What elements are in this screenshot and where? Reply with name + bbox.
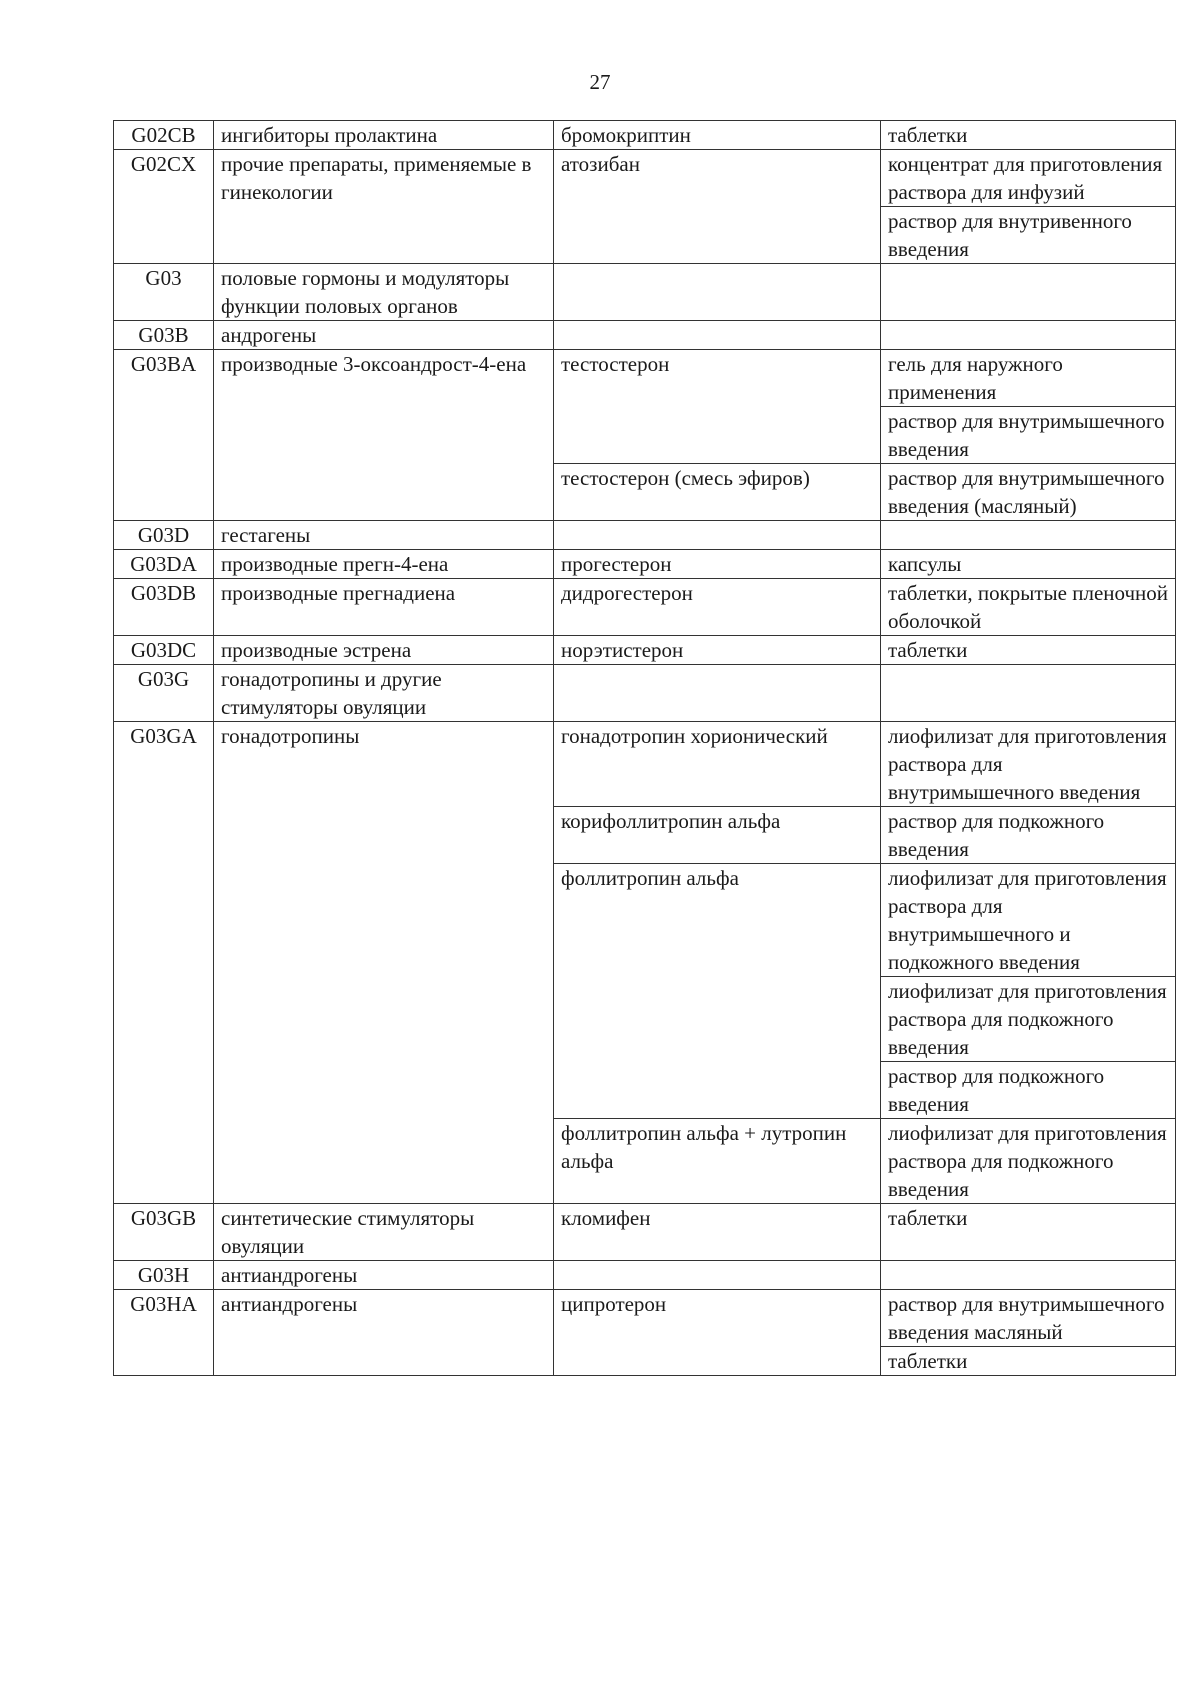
atc-group-name: антиандрогены [214,1290,554,1376]
table-row [114,722,1176,807]
drug-name [554,521,881,550]
dosage-form [881,321,1176,350]
dosage-form [881,521,1176,550]
drug-name [554,665,881,722]
dosage-form: раствор для внутримышечного введения (масляный) [881,464,1176,521]
atc-group-name: антиандрогены [214,1261,554,1290]
atc-code: G03HA [114,1290,214,1376]
dosage-form [881,1261,1176,1290]
table-row [114,579,1176,636]
atc-table-body [114,121,1176,1376]
atc-group-name: гонадотропины [214,722,554,1204]
dosage-form: таблетки [881,121,1176,150]
drug-name: тестостерон (смесь эфиров) [554,464,881,521]
atc-code: G03DC [114,636,214,665]
drug-name [554,1261,881,1290]
drug-name: гонадотропин хорионический [554,722,881,807]
atc-table [113,120,1176,1376]
drug-name: норэтистерон [554,636,881,665]
dosage-form: концентрат для приготовления раствора для инфузий [881,150,1176,207]
drug-name: тестостерон [554,350,881,464]
atc-group-name: производные 3-оксоандрост-4-ена [214,350,554,521]
dosage-form: раствор для подкожного введения [881,1062,1176,1119]
table-row [114,1204,1176,1261]
atc-code: G02CB [114,121,214,150]
dosage-form: таблетки [881,1204,1176,1261]
atc-group-name: производные прегнадиена [214,579,554,636]
atc-group-name: синтетические стимуляторы овуляции [214,1204,554,1261]
atc-code: G03H [114,1261,214,1290]
atc-group-name: прочие препараты, применяемые в гинекологии [214,150,554,264]
dosage-form: таблетки [881,1347,1176,1376]
drug-name: дидрогестерон [554,579,881,636]
atc-group-name: андрогены [214,321,554,350]
atc-group-name: гестагены [214,521,554,550]
atc-group-name: гонадотропины и другие стимуляторы овуляции [214,665,554,722]
dosage-form: таблетки [881,636,1176,665]
atc-code: G03G [114,665,214,722]
table-row [114,665,1176,722]
table-row [114,121,1176,150]
drug-name: ципротерон [554,1290,881,1376]
table-row [114,150,1176,207]
drug-name: прогестерон [554,550,881,579]
atc-code: G03B [114,321,214,350]
drug-name: атозибан [554,150,881,264]
table-row [114,321,1176,350]
drug-name: фоллитропин альфа + лутропин альфа [554,1119,881,1204]
atc-code: G03 [114,264,214,321]
table-row [114,521,1176,550]
table-row [114,350,1176,407]
dosage-form [881,665,1176,722]
dosage-form: лиофилизат для приготовления раствора для внутримышечного и подкожного введения [881,864,1176,977]
dosage-form: раствор для внутримышечного введения [881,407,1176,464]
atc-code: G03GA [114,722,214,1204]
dosage-form: таблетки, покрытые пленочной оболочкой [881,579,1176,636]
drug-name: фоллитропин альфа [554,864,881,1119]
dosage-form: раствор для внутримышечного введения масляный [881,1290,1176,1347]
atc-group-name: ингибиторы пролактина [214,121,554,150]
dosage-form: капсулы [881,550,1176,579]
table-row [114,264,1176,321]
dosage-form: гель для наружного применения [881,350,1176,407]
page-number: 27 [589,70,611,94]
atc-code: G03D [114,521,214,550]
drug-name: корифоллитропин альфа [554,807,881,864]
drug-name: бромокриптин [554,121,881,150]
atc-group-name: производные прегн-4-ена [214,550,554,579]
drug-name [554,264,881,321]
drug-name [554,321,881,350]
dosage-form: раствор для внутривенного введения [881,207,1176,264]
dosage-form: раствор для подкожного введения [881,807,1176,864]
table-row [114,1290,1176,1347]
dosage-form [881,264,1176,321]
atc-code: G03DB [114,579,214,636]
table-row [114,636,1176,665]
dosage-form: лиофилизат для приготовления раствора для подкожного введения [881,1119,1176,1204]
atc-group-name: половые гормоны и модуляторы функции половых органов [214,264,554,321]
atc-code: G03GB [114,1204,214,1261]
atc-code: G03BA [114,350,214,521]
table-row [114,1261,1176,1290]
dosage-form: лиофилизат для приготовления раствора для внутримышечного введения [881,722,1176,807]
atc-group-name: производные эстрена [214,636,554,665]
drug-name: кломифен [554,1204,881,1261]
atc-code: G02CX [114,150,214,264]
dosage-form: лиофилизат для приготовления раствора для подкожного введения [881,977,1176,1062]
atc-code: G03DA [114,550,214,579]
table-row [114,550,1176,579]
